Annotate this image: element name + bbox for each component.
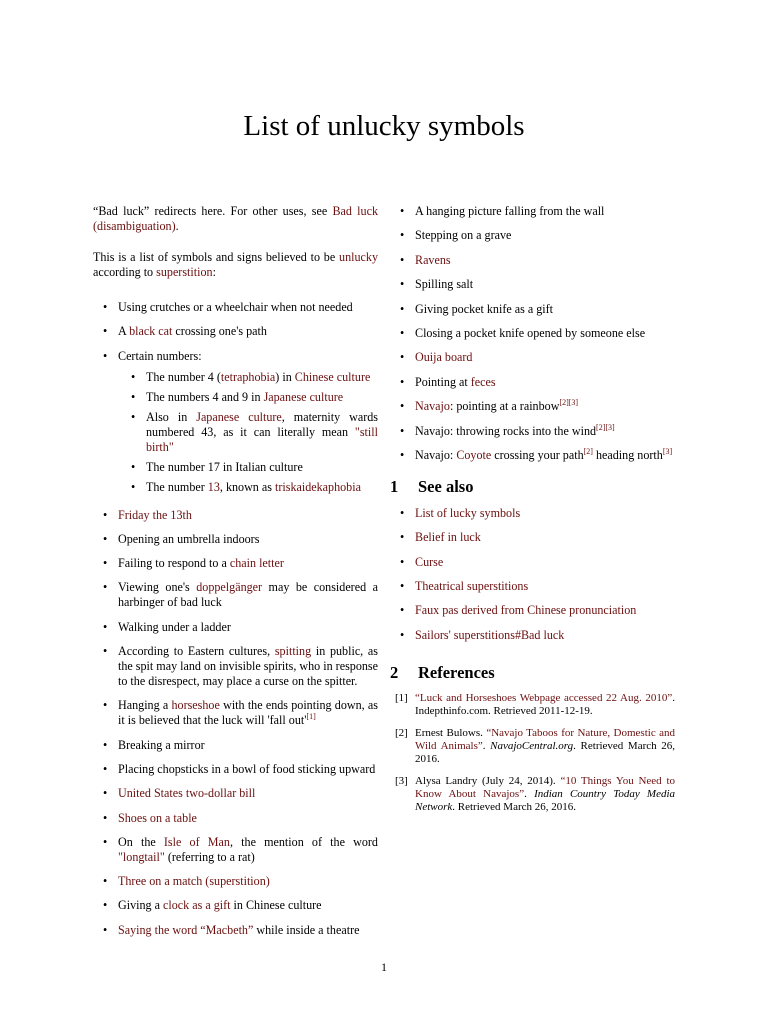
section-title: References [418, 662, 495, 682]
three-on-a-match-link[interactable]: Three on a match (superstition) [118, 874, 270, 889]
reference-text: . [482, 739, 491, 752]
reference-number: [3] [395, 774, 408, 787]
hatnote-end: . [175, 219, 179, 233]
sublist-item [118, 370, 378, 385]
item-text: Closing a pocket knife opened by someone else [415, 325, 646, 340]
page-title: List of unlucky symbols [243, 110, 525, 142]
spitting-link[interactable]: spitting [274, 644, 312, 659]
item-text: Spilling salt [415, 277, 474, 292]
horseshoe-link[interactable]: horseshoe [171, 698, 220, 713]
left-column [93, 204, 378, 947]
see-also-heading [390, 476, 675, 496]
list-item [93, 532, 378, 547]
item-text: may be considered a harbinger of bad luck [118, 580, 378, 610]
list-item [390, 399, 675, 414]
citation-link[interactable]: [3] [605, 422, 615, 432]
intro-text: according to [93, 265, 157, 279]
item-text: Navajo: [415, 447, 457, 462]
list-item [93, 835, 378, 865]
item-text: Stepping on a grave [415, 228, 512, 243]
section-number: 1 [390, 476, 399, 496]
list-item [93, 620, 378, 635]
item-text: The numbers 4 and 9 in [146, 389, 264, 404]
list-item [390, 253, 675, 268]
item-text: Failing to respond to a [118, 556, 230, 571]
sublist-item [118, 390, 378, 405]
sublist-item [118, 460, 378, 475]
item-text: : pointing at a rainbow [449, 399, 560, 414]
item-text: Navajo: throwing rocks into the wind [415, 423, 597, 438]
unlucky-link[interactable]: unlucky [339, 250, 378, 264]
references-heading [390, 662, 675, 682]
bad-luck-disambiguation-link[interactable]: Bad luck (disambiguation) [93, 204, 379, 233]
still-birth-link[interactable]: "still birth" [146, 424, 378, 454]
unlucky-list-continued [390, 204, 675, 463]
list-item [93, 923, 378, 938]
faux-pas-link[interactable]: Faux pas derived from Chinese pronunciation [415, 603, 637, 618]
list-item [93, 349, 378, 495]
item-text: On the [118, 834, 164, 849]
two-dollar-bill-link[interactable]: United States two-dollar bill [118, 786, 256, 801]
list-item [390, 530, 675, 545]
citation-link[interactable]: [2] [583, 446, 593, 456]
list-item [390, 326, 675, 341]
chinese-culture-link[interactable]: Chinese culture [294, 369, 371, 384]
list-item [390, 302, 675, 317]
macbeth-link[interactable]: Saying the word “Macbeth” [118, 922, 254, 937]
list-item [93, 556, 378, 571]
coyote-link[interactable]: Coyote [456, 447, 492, 462]
reference-number: [1] [395, 691, 408, 704]
reference-text: Alysa Landry (July 24, 2014). [415, 774, 561, 787]
feces-link[interactable]: feces [470, 374, 496, 389]
superstition-link[interactable]: superstition [156, 265, 213, 279]
item-text: The number [146, 479, 208, 494]
reference-number: [2] [395, 726, 408, 739]
list-item [390, 228, 675, 243]
curse-link[interactable]: Curse [415, 554, 444, 569]
item-text: Hanging a [118, 698, 172, 713]
item-text: The number 4 ( [146, 369, 221, 384]
item-text: (referring to a rat) [164, 849, 255, 864]
list-item [390, 506, 675, 521]
item-text: Also in [146, 409, 197, 424]
list-item [93, 698, 378, 728]
belief-in-luck-link[interactable]: Belief in luck [415, 530, 481, 545]
lucky-symbols-link[interactable]: List of lucky symbols [415, 505, 521, 520]
unlucky-list [93, 300, 378, 938]
citation-link[interactable]: [2] [596, 422, 606, 432]
reference-item [390, 727, 675, 766]
chain-letter-link[interactable]: chain letter [229, 556, 284, 571]
reference-text: . Retrieved March 26, 2016. [452, 800, 576, 813]
citation-link[interactable]: [1] [306, 712, 316, 722]
sailors-superstitions-link[interactable]: Sailors' superstitions#Bad luck [415, 627, 565, 642]
item-text: , maternity wards numbered 43, as it can literally mean [146, 409, 379, 439]
theatrical-superstitions-link[interactable]: Theatrical superstitions [415, 579, 529, 594]
item-text: with the ends pointing down, as it is believed that the luck will 'fall out' [118, 698, 378, 728]
item-text: A [118, 324, 130, 339]
numbers-sublist [118, 370, 378, 495]
sublist-item [118, 480, 378, 495]
list-item [390, 424, 675, 439]
list-item [93, 874, 378, 889]
item-text: The number 17 in Italian culture [146, 459, 303, 474]
list-item [390, 628, 675, 643]
reference-item [390, 775, 675, 814]
item-text: Pointing at [415, 374, 471, 389]
reference-link[interactable]: “10 Things You Need to Know About Navajos” [415, 774, 675, 800]
doppelganger-link[interactable]: doppelgänger [196, 580, 263, 595]
reference-source: NavajoCentral.org [490, 739, 574, 752]
item-text: According to Eastern cultures, [118, 644, 275, 659]
citation-link[interactable]: [3] [662, 446, 673, 456]
right-column [390, 204, 675, 823]
list-item [93, 811, 378, 826]
section-number: 2 [390, 662, 399, 682]
item-text: in public, as the spit may land on invisible spirits, who in response to the disrespect, may place a curse on the spitter. [118, 644, 378, 689]
list-item [93, 898, 378, 913]
list-item [390, 555, 675, 570]
clock-as-gift-link[interactable]: clock as a gift [163, 898, 231, 913]
item-text: Placing chopsticks in a bowl of food sticking upward [118, 761, 376, 776]
page-number: 1 [381, 960, 387, 974]
item-text: Giving a [118, 898, 164, 913]
item-text: crossing your path [491, 447, 584, 462]
list-item [390, 579, 675, 594]
ravens-link[interactable]: Ravens [415, 252, 451, 267]
triskaidekaphobia-link[interactable]: triskaidekaphobia [274, 479, 361, 494]
reference-text: Ernest Bulows. [415, 726, 487, 739]
intro-paragraph [93, 250, 378, 280]
isle-of-man-link[interactable]: Isle of Man [163, 834, 230, 849]
item-text: ) in [275, 369, 295, 384]
citation-link[interactable]: [3] [568, 398, 579, 408]
intro-text: : [212, 265, 216, 279]
list-item [390, 204, 675, 219]
list-item [93, 644, 378, 689]
list-item [390, 603, 675, 618]
list-item [93, 300, 378, 315]
item-text: Viewing one's [118, 580, 197, 595]
reference-link[interactable]: “Luck and Horseshoes Webpage accessed 22 Aug. 2010” [415, 691, 673, 704]
see-also-list [390, 506, 675, 643]
list-item [390, 277, 675, 292]
citation-link[interactable]: [2] [559, 398, 569, 408]
hatnote [93, 204, 378, 234]
list-item [93, 762, 378, 777]
japanese-culture-link[interactable]: Japanese culture [196, 409, 282, 424]
item-text: Using crutches or a wheelchair when not needed [118, 300, 353, 314]
list-item [390, 375, 675, 390]
list-item [93, 786, 378, 801]
list-item [390, 350, 675, 365]
reference-text: . [524, 787, 535, 800]
friday-the-13th-link[interactable]: Friday the 13th [118, 507, 192, 522]
item-text: Certain numbers: [118, 348, 202, 363]
item-text: heading north [592, 447, 663, 462]
ouija-board-link[interactable]: Ouija board [415, 350, 473, 365]
reference-item [390, 692, 675, 718]
item-text: while inside a theatre [253, 922, 360, 937]
hatnote-text: “Bad luck” redirects here. For other uses, see [93, 204, 333, 218]
list-item [93, 324, 378, 339]
section-title: See also [418, 476, 474, 496]
sublist-item [118, 410, 378, 455]
item-text: crossing one's path [172, 324, 267, 339]
tetraphobia-link[interactable]: tetraphobia [220, 369, 276, 384]
list-item [93, 580, 378, 610]
list-item [390, 448, 675, 463]
intro-text: This is a list of symbols and signs believed to be [93, 250, 340, 264]
list-item [93, 508, 378, 523]
reference-text: . Retrieved March 26, 2016. [415, 739, 676, 765]
item-text: Giving pocket knife as a gift [415, 301, 554, 316]
shoes-on-table-link[interactable]: Shoes on a table [118, 810, 197, 825]
item-text: Breaking a mirror [118, 737, 205, 752]
list-item [93, 738, 378, 753]
item-text: Walking under a ladder [118, 619, 231, 634]
reference-source: Indian Country Today Media Network [415, 787, 676, 813]
item-text: , the mention of the word [229, 834, 378, 849]
black-cat-link[interactable]: black cat [129, 324, 173, 339]
item-text: Opening an umbrella indoors [118, 531, 260, 546]
japanese-culture-link[interactable]: Japanese culture [263, 389, 344, 404]
item-text: A hanging picture falling from the wall [415, 204, 605, 218]
longtail-link[interactable]: "longtail" [118, 849, 165, 864]
navajo-link[interactable]: Navajo [415, 399, 450, 414]
thirteen-link[interactable]: 13 [207, 479, 220, 494]
item-text: in Chinese culture [230, 898, 322, 913]
reference-link[interactable]: “Navajo Taboos for Nature, Domestic and Wild Animals” [415, 726, 675, 752]
item-text: , known as [219, 479, 275, 494]
reference-text: . Indepthinfo.com. Retrieved 2011-12-19. [415, 691, 675, 717]
references-list [390, 692, 675, 814]
